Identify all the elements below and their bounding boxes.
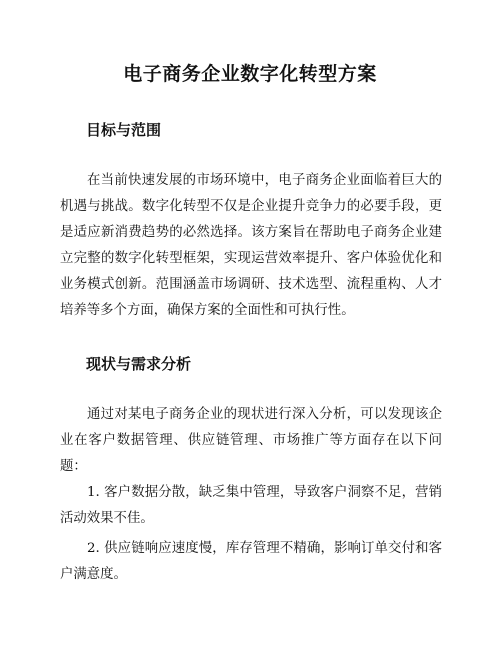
document-title: 电子商务企业数字化转型方案 xyxy=(123,63,377,85)
section-heading-current-needs: 现状与需求分析 xyxy=(86,355,192,373)
paragraph-current-needs: 通过对某电子商务企业的现状进行深入分析，可以发现该企业在客户数据管理、供应链管理、市场推广等方面存在以下问题： xyxy=(60,407,442,474)
list-item-supply-chain: 2. 供应链响应速度慢，库存管理不精确，影响订单交付和客户满意度。 xyxy=(60,541,442,582)
list-item-customer-data: 1. 客户数据分散，缺乏集中管理，导致客户洞察不足，营销活动效果不佳。 xyxy=(60,485,442,526)
section-heading-goals-scope: 目标与范围 xyxy=(86,121,162,139)
paragraph-goals-scope: 在当前快速发展的市场环境中，电子商务企业面临着巨大的机遇与挑战。数字化转型不仅是企业提升竞争力的必要手段，更是适应新消费趋势的必然选择。该方案旨在帮助电子商务企业建立完整的数字化转型框架，实现运营效率提升、客户体验优化和业务模式创新。范围涵盖市场调研、技术选型、流程重构、人才培养等多个方面，确保方案的全面性和可执行性。 xyxy=(60,173,442,318)
